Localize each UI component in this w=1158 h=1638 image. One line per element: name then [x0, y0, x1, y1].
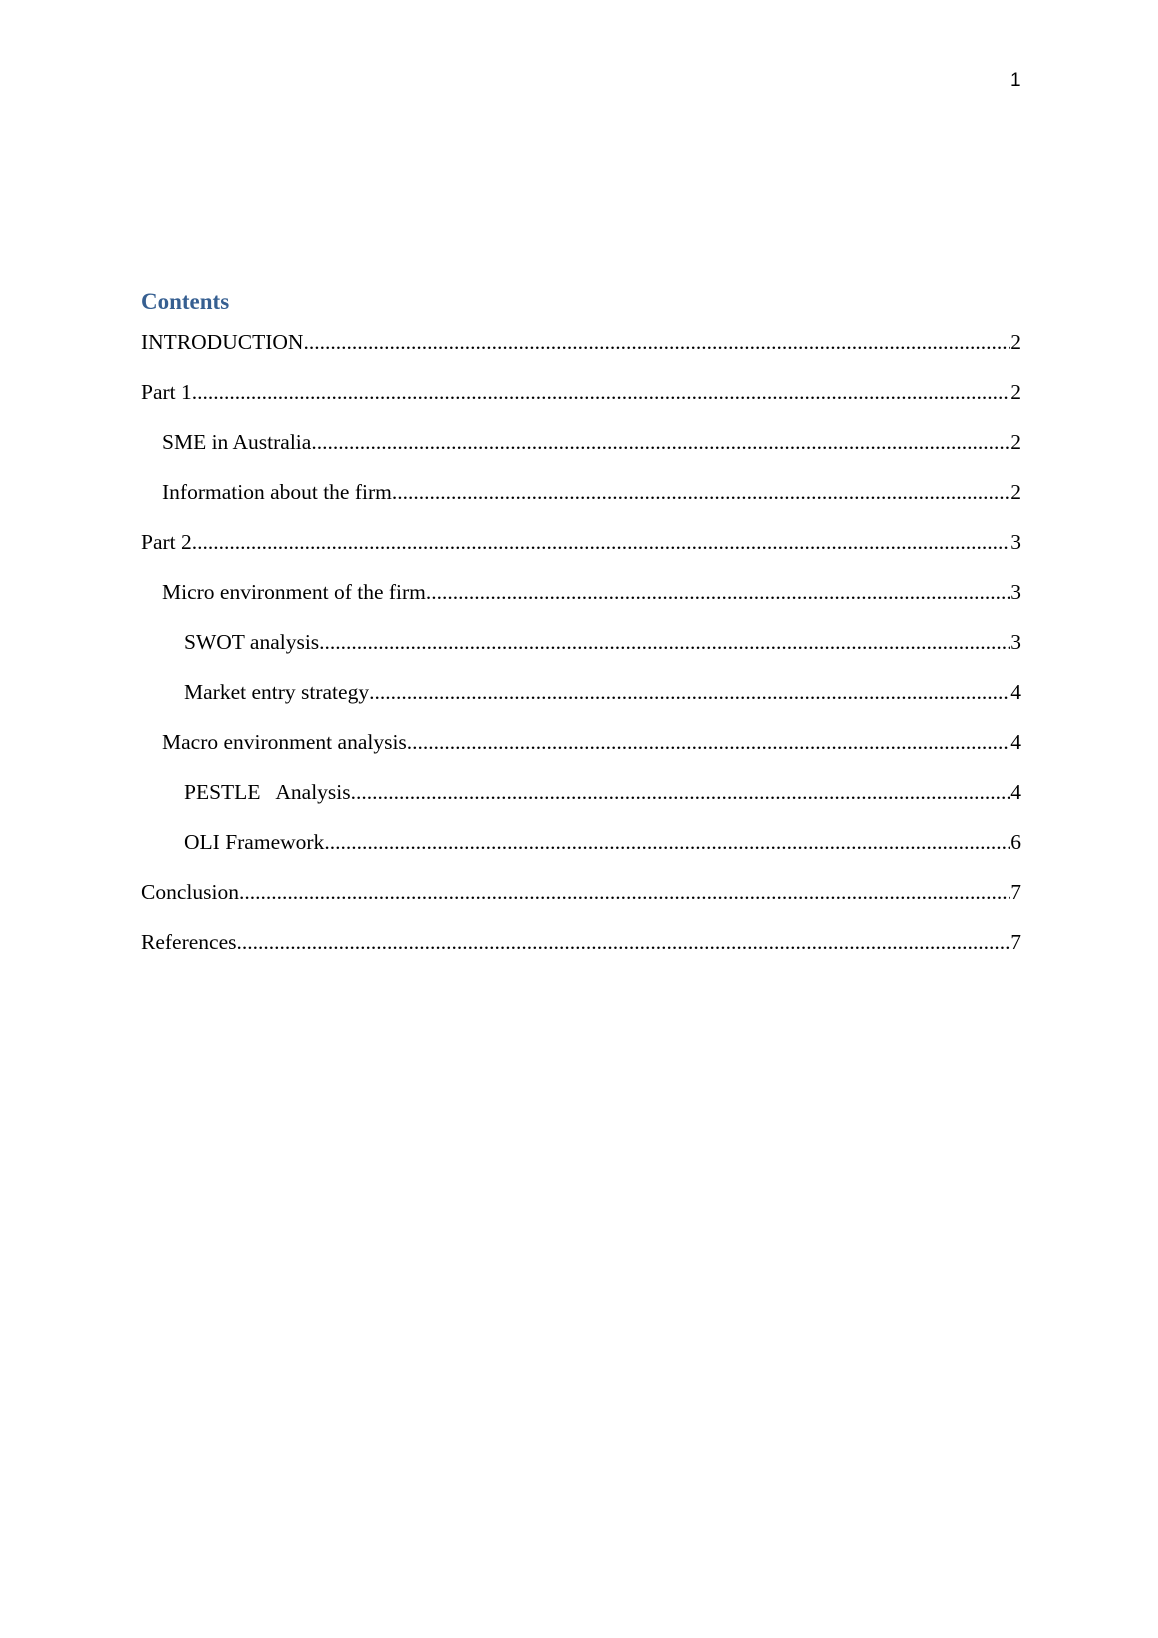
toc-entry-text: SWOT analysis: [184, 630, 320, 654]
toc-entry-swot-analysis[interactable]: [141, 627, 1021, 677]
toc-entry-text: Part 2: [141, 530, 192, 554]
toc-dot-leader: [392, 477, 1010, 507]
toc-entry-oli-framework[interactable]: [141, 827, 1021, 877]
toc-entry-page: 2: [1010, 380, 1021, 404]
toc-entry-page: 3: [1010, 630, 1021, 654]
toc-entry-text: OLI Framework: [184, 830, 325, 854]
toc-dot-leader: [369, 677, 1010, 707]
toc-title: Contents: [141, 289, 230, 314]
toc-entry-text: Conclusion: [141, 880, 239, 904]
toc-entry-micro-environment[interactable]: [141, 577, 1021, 627]
toc-entry-page: 2: [1010, 480, 1021, 504]
toc-entry-page: 2: [1010, 330, 1021, 354]
toc-entry-text: Macro environment analysis: [162, 730, 407, 754]
toc-entry-sme-in-australia[interactable]: [141, 427, 1021, 477]
toc-dot-leader: [351, 777, 1011, 807]
toc-entry-references[interactable]: [141, 927, 1021, 977]
toc-entry-text: Information about the firm: [162, 480, 392, 504]
toc-entry-text: Part 1: [141, 380, 192, 404]
toc-dot-leader: [407, 727, 1010, 757]
toc-dot-leader: [426, 577, 1010, 607]
toc-entry-part-2[interactable]: [141, 527, 1021, 577]
toc-entry-macro-environment-analysis[interactable]: [141, 727, 1021, 777]
toc-entry-page: 4: [1010, 730, 1021, 754]
toc-dot-leader: [324, 827, 1010, 857]
toc-entry-page: 2: [1010, 430, 1021, 454]
toc-entry-text: Market entry strategy: [184, 680, 370, 704]
toc-entry-text: References: [141, 930, 237, 954]
toc-dot-leader: [237, 927, 1011, 957]
toc-entry-text: PESTLE Analysis: [184, 780, 351, 804]
toc-entry-page: 3: [1010, 530, 1021, 554]
toc-entry-page: 3: [1010, 580, 1021, 604]
toc-entry-text: SME in Australia: [162, 430, 312, 454]
toc-entry-page: 4: [1010, 680, 1021, 704]
toc-entry-market-entry-strategy[interactable]: [141, 677, 1021, 727]
toc-entry-text: INTRODUCTION: [141, 330, 304, 354]
toc-dot-leader: [192, 377, 1010, 407]
toc-dot-leader: [239, 877, 1010, 907]
toc-entry-introduction[interactable]: [141, 327, 1021, 377]
toc-entry-text: Micro environment of the firm: [162, 580, 426, 604]
toc-dot-leader: [311, 427, 1010, 457]
toc-entry-page: 4: [1010, 780, 1021, 804]
toc-entry-part-1[interactable]: [141, 377, 1021, 427]
page-number: 1: [1010, 70, 1021, 91]
toc-entry-page: 7: [1010, 930, 1021, 954]
table-of-contents: [141, 327, 1021, 977]
toc-dot-leader: [303, 327, 1010, 357]
toc-entry-page: 6: [1010, 830, 1021, 854]
toc-dot-leader: [192, 527, 1010, 557]
toc-entry-pestle-analysis[interactable]: [141, 777, 1021, 827]
toc-entry-information-about-the-firm[interactable]: [141, 477, 1021, 527]
toc-entry-conclusion[interactable]: [141, 877, 1021, 927]
toc-entry-page: 7: [1010, 880, 1021, 904]
toc-dot-leader: [319, 627, 1010, 657]
